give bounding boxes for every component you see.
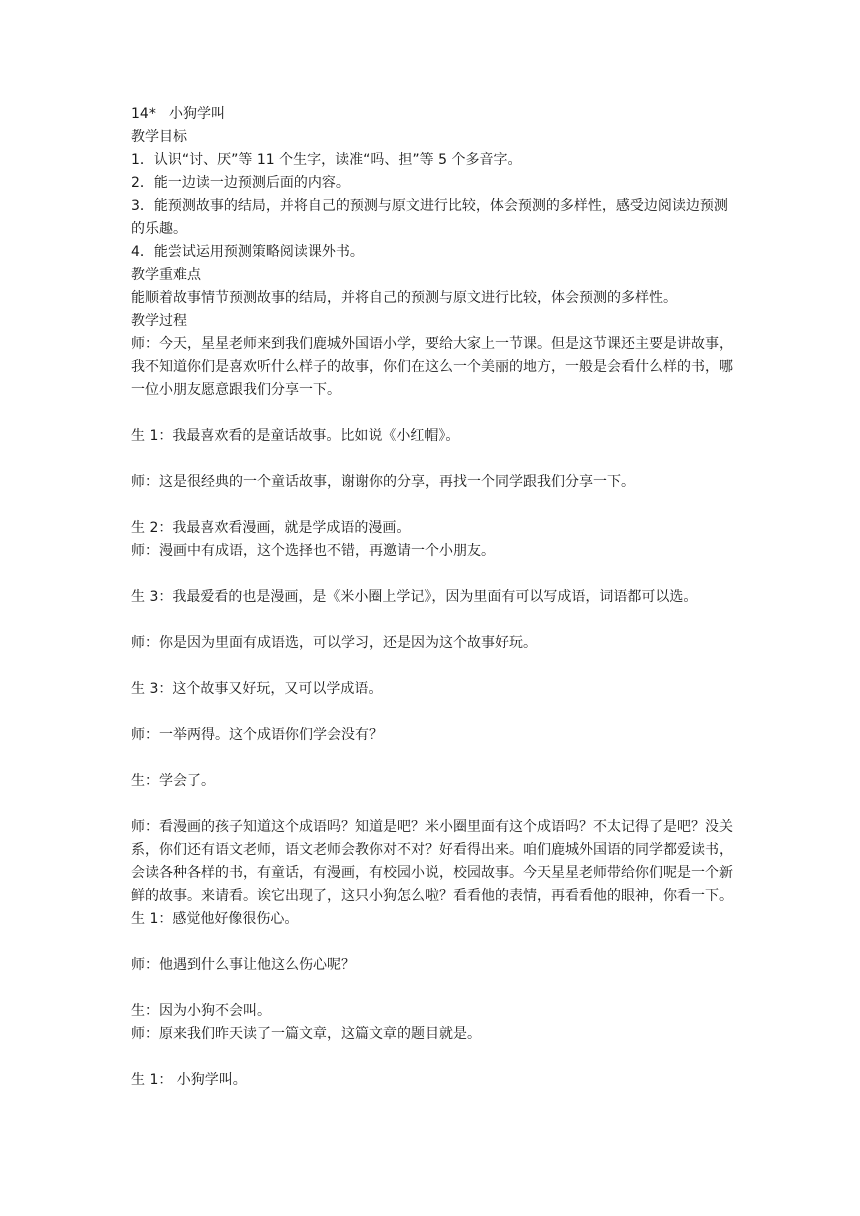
paragraph-gap [131, 977, 741, 1000]
dialogue-line: 师：他遇到什么事让他这么伤心呢？ [131, 957, 355, 973]
dialogue-line: 师：今天，星星老师来到我们鹿城外国语小学，要给大家上一节课。但是这节课还主要是讲故事，我不知道你们是喜欢听什么样子的故事，你们在这么一个美丽的地方，一般是会看什么样的书，哪一位小朋友愿意跟我们分享一下。 [131, 336, 733, 398]
dialogue-line: 生 1： 小狗学叫。 [131, 1072, 247, 1088]
dialogue-line: 师：这是很经典的一个童话故事，谢谢你的分享，再找一个同学跟我们分享一下。 [131, 474, 635, 490]
paragraph-gap [131, 402, 741, 425]
goal-item: 3．能预测故事的结局，并将自己的预测与原文进行比较，体会预测的多样性，感受边阅读边预测的乐趣。 [131, 198, 728, 237]
dialogue-line: 师：原来我们昨天读了一篇文章，这篇文章的题目就是。 [131, 1026, 481, 1042]
paragraph-gap [131, 747, 741, 770]
lesson-number: 14* [131, 106, 156, 122]
paragraph-gap [131, 655, 741, 678]
dialogue-line: 生 1：感觉他好像很伤心。 [131, 911, 299, 927]
dialogue-line: 师：一举两得。这个成语你们学会没有？ [131, 727, 383, 743]
dialogue-line: 生 2：我最喜欢看漫画，就是学成语的漫画。 [131, 520, 411, 536]
lesson-name: 小狗学叫 [169, 106, 225, 122]
paragraph-gap [131, 931, 741, 954]
paragraph-gap [131, 793, 741, 816]
process-heading: 教学过程 [131, 313, 187, 329]
dialogue-line: 师：你是因为里面有成语选，可以学习，还是因为这个故事好玩。 [131, 635, 537, 651]
paragraph-gap [131, 494, 741, 517]
document-page [131, 103, 741, 1092]
dialogue-line: 生：学会了。 [131, 773, 215, 789]
lesson-title [131, 103, 741, 126]
key-points-heading: 教学重难点 [131, 267, 201, 283]
dialogue-line: 师：漫画中有成语，这个选择也不错，再邀请一个小朋友。 [131, 543, 495, 559]
dialogue-line: 生：因为小狗不会叫。 [131, 1003, 271, 1019]
paragraph-gap [131, 448, 741, 471]
dialogue-line: 生 1：我最喜欢看的是童话故事。比如说《小红帽》。 [131, 428, 460, 444]
goal-item: 4．能尝试运用预测策略阅读课外书。 [131, 244, 364, 260]
paragraph-gap [131, 563, 741, 586]
key-points-text: 能顺着故事情节预测故事的结局，并将自己的预测与原文进行比较，体会预测的多样性。 [131, 290, 677, 306]
dialogue-line: 生 3：这个故事又好玩，又可以学成语。 [131, 681, 383, 697]
goal-item: 1．认识“讨、厌”等 11 个生字，读准“吗、担”等 5 个多音字。 [131, 152, 522, 168]
dialogue-line: 生 3：我最爱看的也是漫画，是《米小圈上学记》，因为里面有可以写成语，词语都可以选。 [131, 589, 698, 605]
goals-heading: 教学目标 [131, 129, 187, 145]
paragraph-gap [131, 609, 741, 632]
goal-item: 2．能一边读一边预测后面的内容。 [131, 175, 350, 191]
paragraph-gap [131, 1046, 741, 1069]
paragraph-gap [131, 701, 741, 724]
dialogue-line: 师：看漫画的孩子知道这个成语吗？知道是吧？米小圈里面有这个成语吗？不太记得了是吧？没关系，你们还有语文老师，语文老师会教你对不对？好看得出来。咱们鹿城外国语的同学都爱读书，会读各种各样的书，有童话，有漫画，有校园小说，校园故事。今天星星老师带给你们呢是一个新鲜的故事。来请看。诶它出现了，这只小狗怎么啦？看看他的表情，再看看他的眼神，你看一下。 [131, 819, 733, 904]
